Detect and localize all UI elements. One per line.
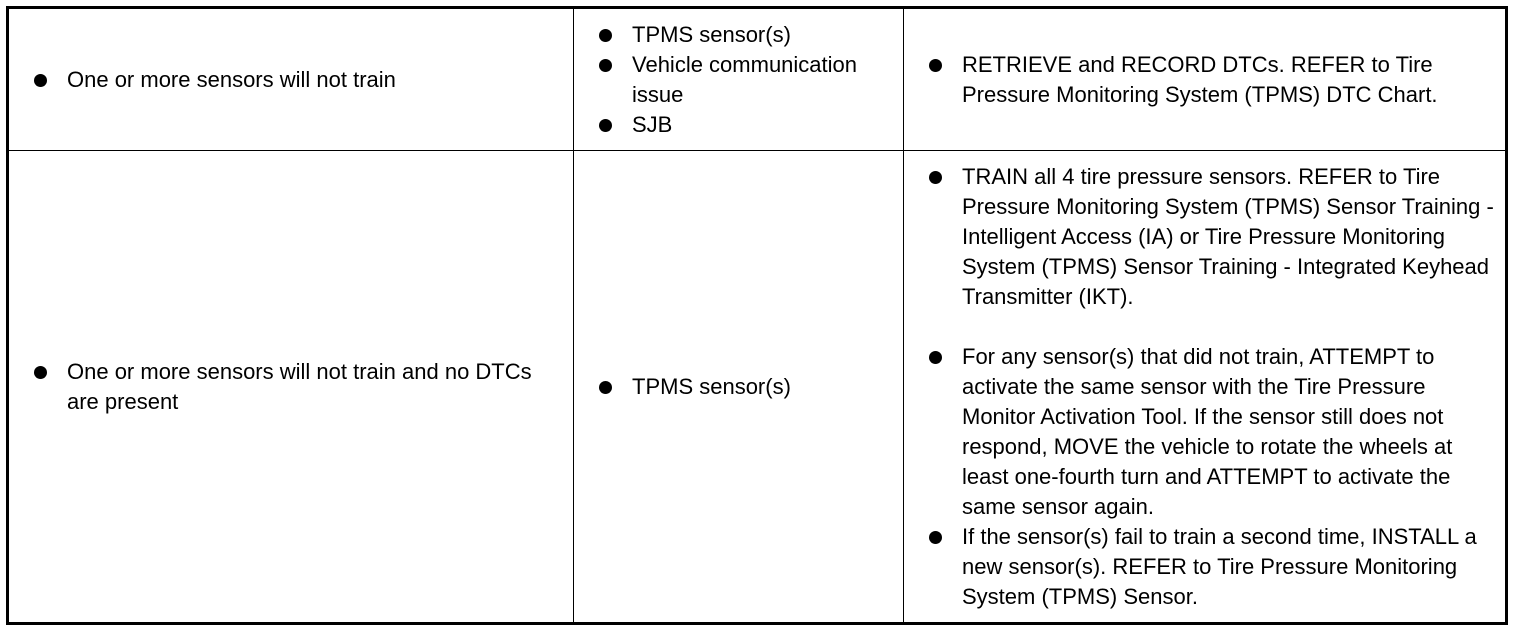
row-1-causes-cell bbox=[574, 9, 904, 151]
row-1-symptom-cell bbox=[9, 9, 574, 151]
symptom-list bbox=[9, 357, 573, 417]
cause-item: Vehicle communication issue bbox=[574, 50, 903, 110]
row-2-causes-cell bbox=[574, 151, 904, 622]
causes-list bbox=[574, 372, 791, 402]
action-item: RETRIEVE and RECORD DTCs. REFER to Tire Pressure Monitoring System (TPMS) DTC Chart. bbox=[904, 50, 1499, 110]
symptom-list bbox=[9, 65, 396, 95]
actions-list bbox=[904, 50, 1505, 110]
row-2-actions-cell bbox=[904, 151, 1505, 622]
cause-item: TPMS sensor(s) bbox=[574, 20, 903, 50]
row-2-symptom-cell bbox=[9, 151, 574, 622]
cause-item: SJB bbox=[574, 110, 903, 140]
action-item: For any sensor(s) that did not train, ATTEMPT to activate the same sensor with the Tire Pressure Monitor Activation Tool. If the sensor still does not respond, MOVE the vehicle to rotate the wheels at least one-fourth turn and ATTEMPT to activate the same sensor again. bbox=[904, 342, 1499, 522]
symptom-item: One or more sensors will not train bbox=[9, 65, 396, 95]
diagnostic-table bbox=[6, 6, 1508, 625]
cause-item: TPMS sensor(s) bbox=[574, 372, 791, 402]
symptom-item: One or more sensors will not train and no DTCs are present bbox=[9, 357, 533, 417]
actions-list bbox=[904, 162, 1505, 612]
causes-list bbox=[574, 20, 903, 140]
row-1-actions-cell bbox=[904, 9, 1505, 151]
action-item: If the sensor(s) fail to train a second time, INSTALL a new sensor(s). REFER to Tire Pressure Monitoring System (TPMS) Sensor. bbox=[904, 522, 1499, 612]
action-item: TRAIN all 4 tire pressure sensors. REFER to Tire Pressure Monitoring System (TPMS) Sensor Training - Intelligent Access (IA) or Tire Pressure Monitoring System (TPMS) Sensor Training - Integrated Keyhead Transmitter (IKT). bbox=[904, 162, 1499, 312]
